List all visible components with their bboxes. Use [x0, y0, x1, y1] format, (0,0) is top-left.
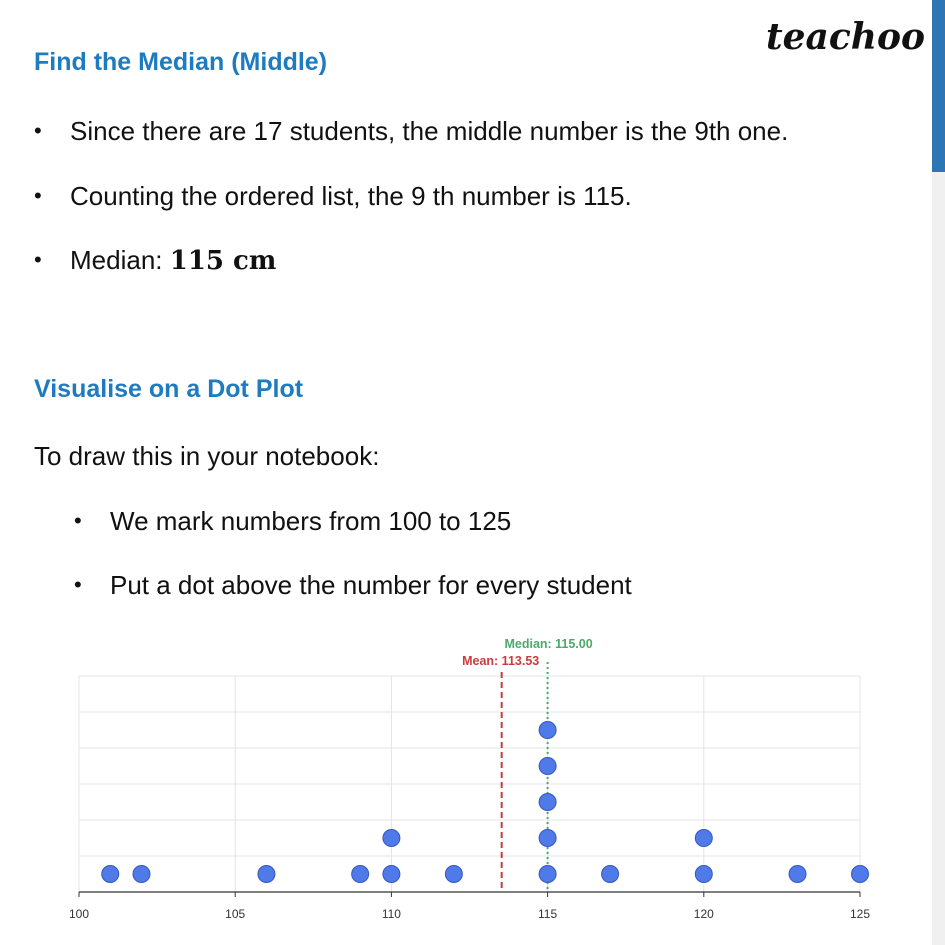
data-point [539, 794, 556, 811]
data-point [383, 866, 400, 883]
x-tick-label: 100 [68, 907, 90, 921]
bullet-text: We mark numbers from 100 to 125 [110, 506, 512, 536]
teachoo-logo: teachoo [766, 16, 925, 58]
bullet-text: Put a dot above the number for every student [110, 570, 632, 600]
data-point [539, 722, 556, 739]
data-point [352, 866, 369, 883]
bullet-icon: • [34, 183, 42, 208]
data-point [602, 866, 619, 883]
data-point [789, 866, 806, 883]
bullet-text: Since there are 17 students, the middle number is the 9th one. [70, 116, 789, 146]
bullet-text: Counting the ordered list, the 9 th number is 115. [70, 181, 632, 211]
x-tick-label: 105 [225, 907, 246, 921]
x-tick-label: 115 [538, 907, 558, 921]
dot-plot-chart [60, 630, 890, 930]
data-point [445, 866, 462, 883]
data-point [383, 830, 400, 847]
section-heading-dot-plot: Visualise on a Dot Plot [34, 375, 304, 403]
bullet-icon: • [34, 247, 42, 272]
bullet-icon: • [74, 572, 82, 597]
bullet-text [70, 245, 276, 276]
data-point [133, 866, 150, 883]
data-point [258, 866, 275, 883]
scrollbar-thumb[interactable] [932, 0, 945, 172]
x-tick-label: 110 [381, 907, 401, 921]
data-point [695, 866, 712, 883]
data-point [539, 758, 556, 775]
data-point [539, 866, 556, 883]
data-point [102, 866, 119, 883]
median-value: 115 cm [169, 246, 277, 276]
bullet-icon: • [74, 508, 82, 533]
bullet-icon: • [34, 118, 42, 143]
scrollbar[interactable] [932, 0, 945, 945]
data-point [539, 830, 556, 847]
median-label: Median: [70, 245, 170, 275]
x-tick-label: 125 [849, 907, 871, 921]
data-point [695, 830, 712, 847]
data-point [852, 866, 869, 883]
x-tick-label: 120 [693, 907, 714, 921]
mean-label: Mean: 113.53 [462, 654, 540, 668]
intro-text: To draw this in your notebook: [34, 441, 380, 471]
median-label: Median: 115.00 [504, 637, 593, 651]
section-heading-median: Find the Median (Middle) [34, 48, 328, 76]
